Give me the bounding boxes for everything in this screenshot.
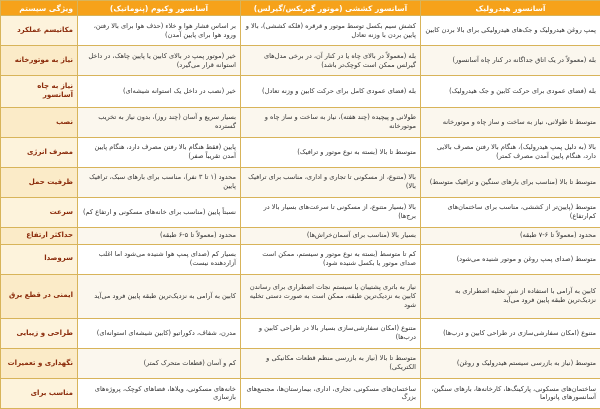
table-row <box>1 137 600 167</box>
table-row <box>1 244 600 274</box>
cell-hydraulic: متنوع (امکان سفارشی‌سازی در طراحی کابین و درب‌ها) <box>421 318 600 348</box>
cell-traction: بله (معمولاً در بالای چاه یا در کنار آن، در برخی مدل‌های گیرلس ممکن است کوچک‌تر باشد) <box>241 46 421 76</box>
cell-traction: متوسط تا بالا (نیاز به بازرسی منظم قطعات مکانیکی و الکتریکی) <box>241 348 421 378</box>
header-hydraulic: آسانسور هیدرولیک <box>421 1 600 16</box>
cell-vacuum: مدرن، شفاف، دکوراتیو (کابین شیشه‌ای استوانه‌ای) <box>78 318 241 348</box>
cell-traction: بسیار بالا (مناسب برای آسمان‌خراش‌ها) <box>241 227 421 244</box>
table-row <box>1 274 600 318</box>
cell-hydraulic: بالا (به دلیل پمپ هیدرولیک)، هنگام بالا رفتن مصرف بالایی دارد، هنگام پایین آمدن مصرف کمتر) <box>421 137 600 167</box>
cell-traction: متنوع (امکان سفارشی‌سازی بسیار بالا در طراحی کابین و درب‌ها) <box>241 318 421 348</box>
cell-feature: نیاز به موتورخانه <box>1 46 78 76</box>
cell-traction: متوسط تا بالا (بسته به نوع موتور و ترافیک) <box>241 137 421 167</box>
table-row <box>1 227 600 244</box>
cell-vacuum: کم و آسان (قطعات متحرک کمتر) <box>78 348 241 378</box>
table-row <box>1 348 600 378</box>
cell-hydraulic: متوسط (نیاز به بازرسی سیستم هیدرولیک و روغن) <box>421 348 600 378</box>
cell-feature: سروصدا <box>1 244 78 274</box>
header-feature: ویژگی سیستم <box>1 1 78 16</box>
cell-vacuum: کابین به آرامی به نزدیک‌ترین طبقه پایین فرود می‌آید <box>78 274 241 318</box>
table-row <box>1 46 600 76</box>
table-row <box>1 16 600 46</box>
cell-hydraulic: متوسط (پایین‌تر از کششی، مناسب برای ساختمان‌های کم‌ارتفاع) <box>421 197 600 227</box>
cell-vacuum: نسبتاً پایین (مناسب برای خانه‌های مسکونی و ارتفاع کم) <box>78 197 241 227</box>
cell-traction: نیاز به باتری پشتیبان یا سیستم نجات اضطراری برای رساندن کابین به نزدیک‌ترین طبقه، ممکن است به صورت دستی تخلیه شود <box>241 274 421 318</box>
cell-hydraulic: بله (فضای عمودی برای حرکت کابین و جک هیدرولیک) <box>421 76 600 108</box>
cell-traction: کشش سیم بکسل توسط موتور و قرقره (فلکه کششی)، بالا و پایین بردن با وزنه تعادل <box>241 16 421 46</box>
cell-vacuum: محدود (معمولاً تا ۵-۶ طبقه) <box>78 227 241 244</box>
header-row <box>1 1 600 16</box>
cell-feature: مصرف انرژی <box>1 137 78 167</box>
cell-traction: ساختمان‌های مسکونی، تجاری، اداری، بیمارستان‌ها، مجتمع‌های بزرگ <box>241 378 421 408</box>
cell-vacuum: خیر (نصب در داخل یک استوانه شیشه‌ای) <box>78 76 241 108</box>
cell-hydraulic: کابین به آرامی با استفاده از شیر تخلیه اضطراری به نزدیک‌ترین طبقه پایین فرود می‌آید <box>421 274 600 318</box>
cell-feature: نصب <box>1 107 78 137</box>
cell-feature: مناسب برای <box>1 378 78 408</box>
cell-vacuum: بسیار کم (صدای پمپ هوا شنیده می‌شود اما اغلب آزاردهنده نیست) <box>78 244 241 274</box>
cell-feature: طراحی و زیبایی <box>1 318 78 348</box>
cell-hydraulic: محدود (معمولاً تا ۶-۷ طبقه) <box>421 227 600 244</box>
cell-vacuum: بر اساس فشار هوا و خلاء (حذف هوا برای بالا رفتن، ورود هوا برای پایین آمدن) <box>78 16 241 46</box>
header-traction: آسانسور کششی (موتور گیربکس/گیرلس) <box>241 1 421 16</box>
cell-vacuum: محدود (۱ تا ۳ نفر)، مناسب برای بارهای سبک، ترافیک پایین <box>78 167 241 197</box>
table-row <box>1 107 600 137</box>
cell-hydraulic: متوسط تا بالا (مناسب برای بارهای سنگین و ترافیک متوسط) <box>421 167 600 197</box>
cell-hydraulic: متوسط (صدای پمپ روغن و موتور شنیده می‌شود) <box>421 244 600 274</box>
header-vacuum: آسانسور وکیوم (پنوماتیک) <box>78 1 241 16</box>
cell-vacuum: بسیار سریع و آسان (چند روز)، بدون نیاز به تخریب گسترده <box>78 107 241 137</box>
cell-feature: نیاز به چاه آسانسور <box>1 76 78 108</box>
cell-feature: نگهداری و تعمیرات <box>1 348 78 378</box>
cell-hydraulic: ساختمان‌های مسکونی، پارکینگ‌ها، کارخانه‌ها، بارهای سنگین، آسانسورهای پانوراما <box>421 378 600 408</box>
cell-vacuum: خانه‌های مسکونی، ویلاها، فضاهای کوچک، پروژه‌های بازسازی <box>78 378 241 408</box>
cell-feature: حداکثر ارتفاع <box>1 227 78 244</box>
table-row <box>1 167 600 197</box>
table-row <box>1 76 600 108</box>
cell-hydraulic: پمپ روغن هیدرولیک و جک‌های هیدرولیکی برای بالا بردن کابین <box>421 16 600 46</box>
cell-vacuum: خیر (موتور پمپ در بالای کابین یا پایین چاهک، در داخل استوانه قرار می‌گیرد) <box>78 46 241 76</box>
table-row <box>1 378 600 408</box>
cell-feature: سرعت <box>1 197 78 227</box>
cell-vacuum: پایین (فقط هنگام بالا رفتن مصرف دارد، هنگام پایین آمدن تقریباً صفر) <box>78 137 241 167</box>
cell-traction: بالا (متنوع، از مسکونی تا تجاری و اداری، مناسب برای ترافیک بالا) <box>241 167 421 197</box>
cell-feature: مکانیسم عملکرد <box>1 16 78 46</box>
cell-feature: ایمنی در قطع برق <box>1 274 78 318</box>
cell-traction: بله (فضای عمودی کامل برای حرکت کابین و وزنه تعادل) <box>241 76 421 108</box>
cell-feature: ظرفیت حمل <box>1 167 78 197</box>
table-row <box>1 318 600 348</box>
cell-hydraulic: بله (معمولاً در یک اتاق جداگانه در کنار چاه آسانسور) <box>421 46 600 76</box>
cell-hydraulic: متوسط تا طولانی، نیاز به ساخت و ساز چاه و موتورخانه <box>421 107 600 137</box>
table-row <box>1 197 600 227</box>
cell-traction: کم تا متوسط (بسته به نوع موتور و سیستم، ممکن است صدای موتور یا بکسل شنیده شود) <box>241 244 421 274</box>
table-body <box>1 16 600 409</box>
cell-traction: طولانی و پیچیده (چند هفته)، نیاز به ساخت و ساز چاه و موتورخانه <box>241 107 421 137</box>
cell-traction: بالا (بسیار متنوع، از مسکونی تا سرعت‌های بسیار بالا در برج‌ها) <box>241 197 421 227</box>
